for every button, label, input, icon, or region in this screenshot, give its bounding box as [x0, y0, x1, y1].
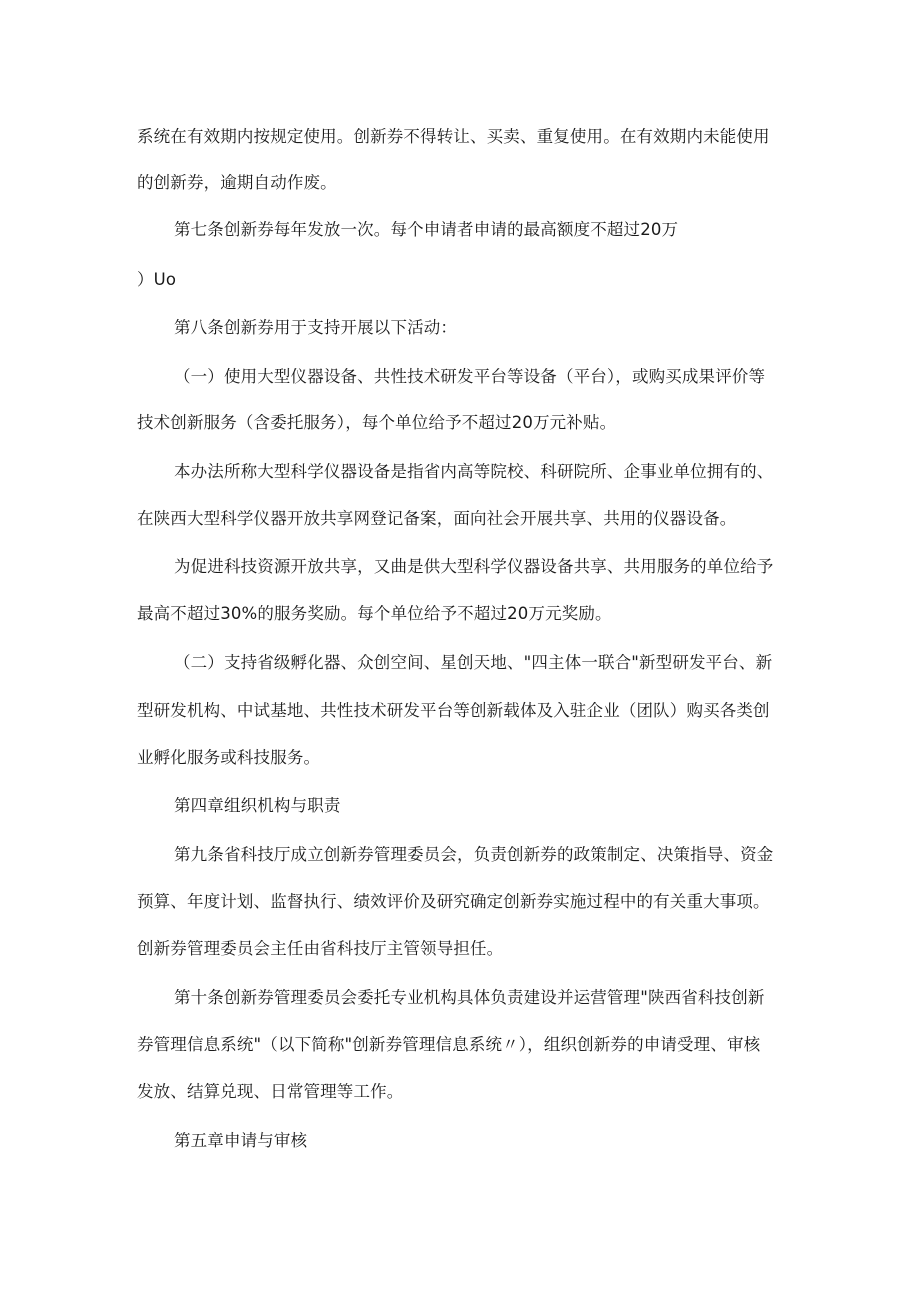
text-line: 预算、年度计划、监督执行、绩效评价及研究确定创新券实施过程中的有关重大事项。 [137, 892, 770, 911]
text-line: 为促进科技资源开放共享，又曲是供大型科学仪器设备共享、共用服务的单位给予 [174, 557, 774, 576]
text-line: 技术创新服务（含委托服务），每个单位给予不超过20万元补贴。 [137, 413, 617, 432]
text-line: 的创新券，逾期自动作废。 [137, 173, 337, 192]
text-line: 券管理信息系统"（以下简称"创新券管理信息系统〃），组织创新券的申请受理、审核 [137, 1035, 761, 1054]
text-line: 最高不超过30%的服务奖励。每个单位给予不超过20万元奖励。 [137, 604, 612, 623]
chapter-heading: 第四章组织机构与职责 [174, 796, 341, 815]
text-line: 第八条创新券用于支持开展以下活动： [174, 318, 458, 337]
chapter-heading: 第五章申请与审核 [174, 1131, 308, 1150]
text-line: ）Uo [137, 270, 177, 289]
text-line: （一）使用大型仪器设备、共性技术研发平台等设备（平台），或购买成果评价等 [174, 367, 766, 386]
text-line: 第七条创新券每年发放一次。每个申请者申请的最高额度不超过20万 [174, 220, 679, 239]
text-line: 本办法所称大型科学仪器设备是指省内高等院校、科研院所、企事业单位拥有的、 [174, 462, 774, 481]
text-line: 业孵化服务或科技服务。 [137, 748, 321, 767]
text-line: 第十条创新券管理委员会委托专业机构具体负责建设并运营管理"陕西省科技创新 [174, 988, 765, 1007]
text-line: 型研发机构、中试基地、共性技术研发平台等创新载体及入驻企业（团队）购买各类创 [137, 701, 770, 720]
text-line: 第九条省科技厅成立创新券管理委员会，负责创新券的政策制定、决策指导、资金 [174, 845, 774, 864]
text-line: 创新券管理委员会主任由省科技厅主管领导担任。 [137, 939, 504, 958]
text-line: （二）支持省级孵化器、众创空间、星创天地、"四主体一联合"新型研发平台、新 [174, 653, 773, 672]
text-line: 发放、结算兑现、日常管理等工作。 [137, 1082, 404, 1101]
text-line: 在陕西大型科学仪器开放共享网登记备案，面向社会开展共享、共用的仪器设备。 [137, 509, 737, 528]
text-line: 系统在有效期内按规定使用。创新券不得转让、买卖、重复使用。在有效期内未能使用 [137, 127, 770, 146]
